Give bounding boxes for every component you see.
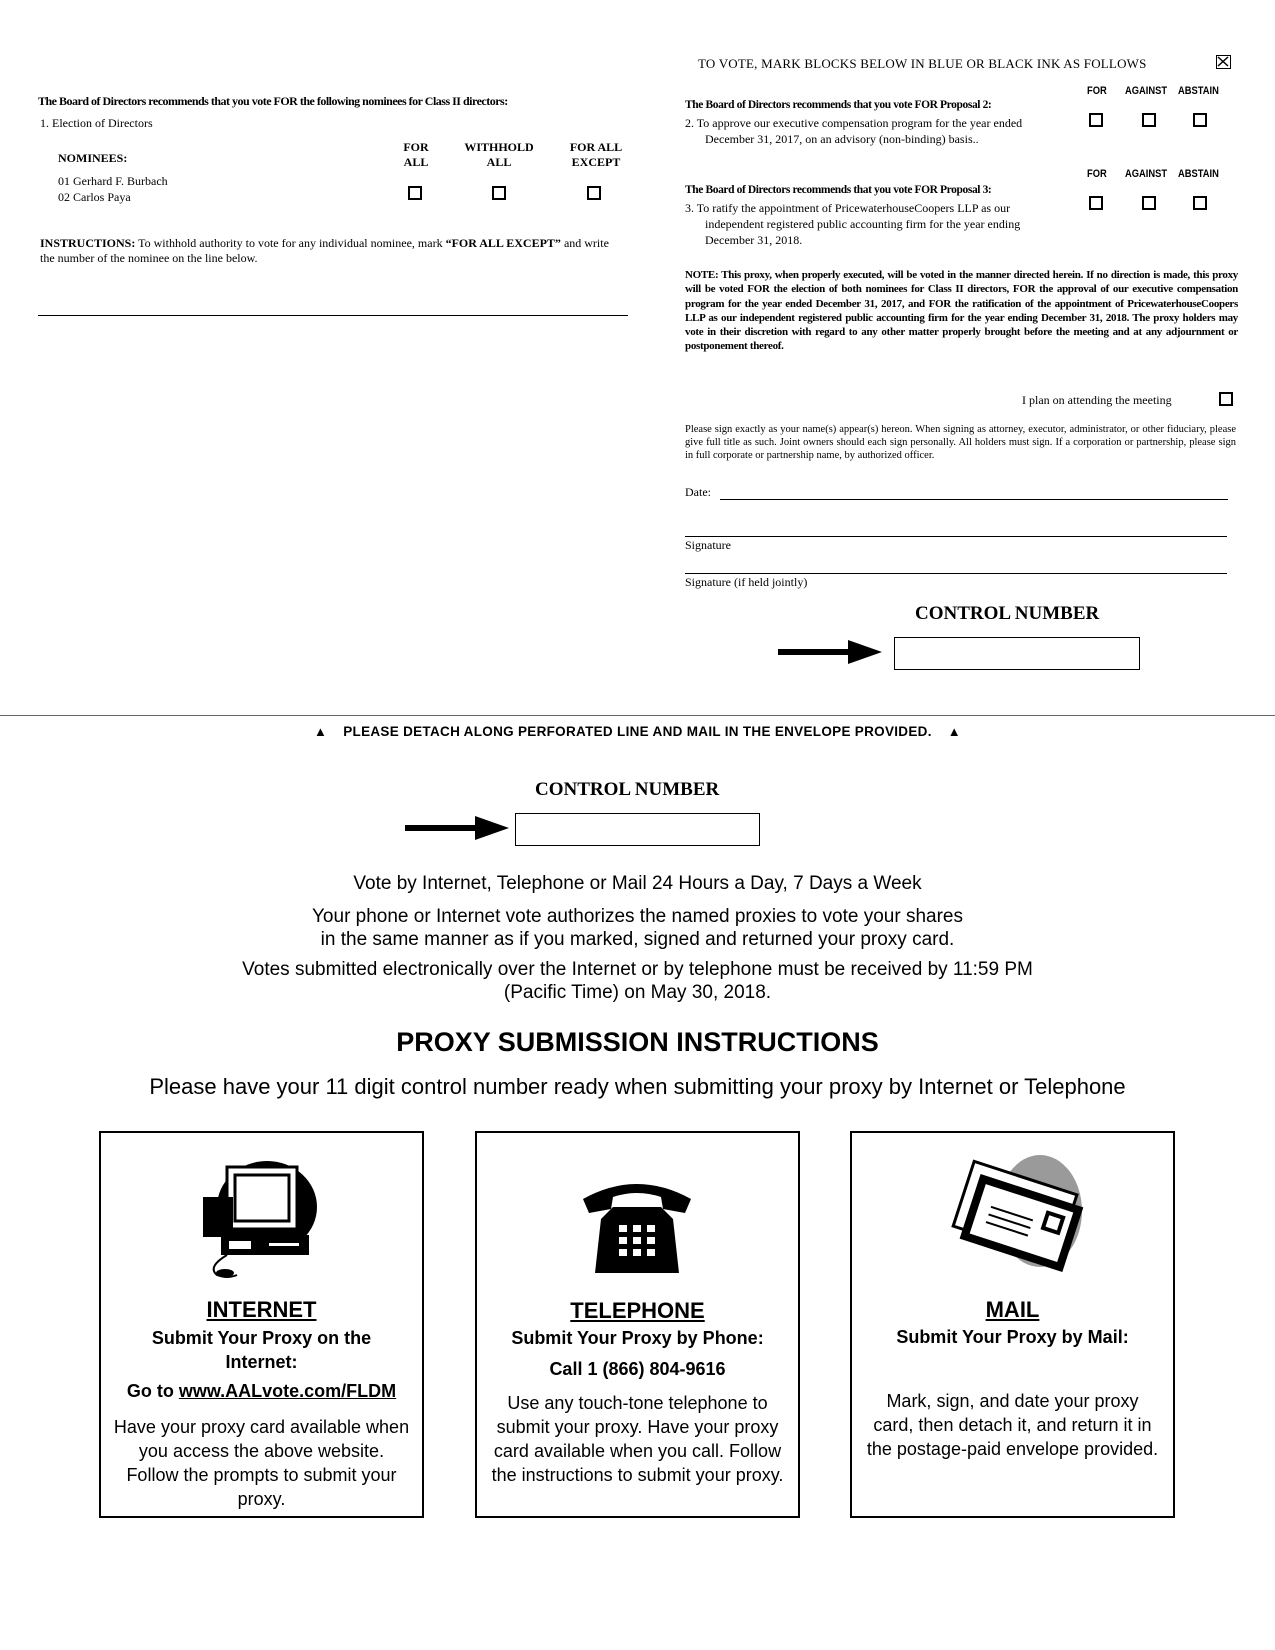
joint-signature-label: Signature (if held jointly) <box>685 575 808 589</box>
voting-website-link[interactable]: www.AALvote.com/FLDM <box>178 1381 397 1401</box>
date-label: Date: <box>685 485 711 499</box>
internet-goto: Go to www.AALvote.com/FLDM <box>126 1381 397 1401</box>
telephone-number[interactable]: Call 1 (866) 804-9616 <box>549 1359 726 1379</box>
top-control-arrow-icon <box>778 640 882 669</box>
date-line[interactable] <box>720 499 1228 500</box>
top-control-number-label: CONTROL NUMBER <box>915 603 1100 624</box>
proposal-3-recommendation: The Board of Directors recommends that you vote FOR Proposal 3: <box>685 184 992 196</box>
nominee-exception-line[interactable] <box>38 315 628 316</box>
header-against-2: AGAINST <box>1125 168 1168 180</box>
withhold-instructions: INSTRUCTIONS: To withhold authority to vote for any individual nominee, mark “FOR ALL EXCEPT” and write the number of the nominee on the line below. <box>40 236 609 265</box>
joint-signature-line[interactable] <box>685 573 1227 574</box>
telephone-option-box <box>475 1131 800 1518</box>
bottom-control-number-box <box>515 813 760 846</box>
telephone-title: TELEPHONE <box>570 1298 705 1323</box>
telephone-subtitle: Submit Your Proxy by Phone: <box>511 1328 764 1348</box>
deadline-text: Votes submitted electronically over the Internet or by telephone must be received by 11:59 PM (Pacific Time) on May 30, 2018. <box>242 959 1033 1003</box>
header-abstain-2: ABSTAIN <box>1178 168 1219 180</box>
proposal-2-against-checkbox[interactable] <box>1142 113 1156 127</box>
control-number-reminder: Please have your 11 digit control number ready when submitting your proxy by Internet or Telephone <box>149 1074 1126 1099</box>
for-all-checkbox[interactable] <box>408 186 422 200</box>
detach-instruction: ▲ PLEASE DETACH ALONG PERFORATED LINE AND MAIL IN THE ENVELOPE PROVIDED. ▲ <box>314 724 961 739</box>
header-abstain-1: ABSTAIN <box>1178 85 1219 97</box>
proposal-3-abstain-checkbox[interactable] <box>1193 196 1207 210</box>
proposal-2-text: 2. To approve our executive compensation program for the year ended December 31, 2017, on an advisory (non-binding) basis.. <box>685 116 1023 146</box>
col-withhold-all: WITHHOLD ALL <box>464 140 534 169</box>
nominee-2: 02 Carlos Paya <box>58 190 131 204</box>
telephone-body: Use any touch-tone telephone to submit your proxy. Have your proxy card available when you call. Follow the instructions to submit your proxy. <box>491 1393 784 1485</box>
triangle-up-icon: ▲ <box>314 724 328 739</box>
proposal-2-recommendation: The Board of Directors recommends that you vote FOR Proposal 2: <box>685 99 992 111</box>
mail-body: Mark, sign, and date your proxy card, then detach it, and return it in the postage-paid envelope provided. <box>866 1391 1159 1459</box>
bottom-control-number-label: CONTROL NUMBER <box>535 779 720 800</box>
mail-subtitle: Submit Your Proxy by Mail: <box>896 1327 1129 1347</box>
proxy-submission-heading: PROXY SUBMISSION INSTRUCTIONS <box>396 1027 879 1057</box>
proxy-note: NOTE: This proxy, when properly executed, will be voted in the manner directed herein. If no direction is made, this proxy will be voted FOR the election of both nominees for Class II directors, FOR the approval of our executive compensation program for the year ended December 31, 2017, and FOR the ratification of the appointment of PricewaterhouseCoopers LLP as our independent registered public accounting firm for the year ending December 31, 2018. The proxy holders may vote in their discretion with regard to any other matter properly brought before the meeting and at any adjournment or postponement thereof. <box>685 269 1238 353</box>
mail-option-box <box>850 1131 1175 1518</box>
computer-icon <box>197 1157 327 1287</box>
top-control-number-box <box>894 637 1140 670</box>
authorization-text: Your phone or Internet vote authorizes the named proxies to vote your shares in the same manner as if you marked, signed and returned your proxy card. <box>312 906 963 950</box>
attend-meeting-checkbox[interactable] <box>1219 392 1233 406</box>
internet-subtitle: Submit Your Proxy on the Internet: <box>151 1328 372 1372</box>
proposal-3-text: 3. To ratify the appointment of PricewaterhouseCoopers LLP as our independent registered public accounting firm for the year ending December 31, 2018. <box>685 201 1021 247</box>
marked-box-example-icon <box>1216 55 1231 69</box>
header-against-1: AGAINST <box>1125 85 1168 97</box>
bottom-control-arrow-icon <box>405 816 509 845</box>
telephone-icon <box>577 1169 697 1286</box>
proposal-2-for-checkbox[interactable] <box>1089 113 1103 127</box>
col-for-all: FOR ALL <box>403 140 429 169</box>
vote-instruction: TO VOTE, MARK BLOCKS BELOW IN BLUE OR BLACK INK AS FOLLOWS <box>698 56 1147 71</box>
internet-option-box <box>99 1131 424 1518</box>
envelope-icon <box>940 1153 1090 1288</box>
nominees-label: NOMINEES: <box>58 151 128 165</box>
class-ii-recommendation: The Board of Directors recommends that you vote FOR the following nominees for Class II directors: <box>38 94 508 108</box>
signature-label: Signature <box>685 538 731 552</box>
election-item: 1. Election of Directors <box>40 116 153 130</box>
signing-instructions: Please sign exactly as your name(s) appear(s) hereon. When signing as attorney, executor, administrator, or other fiduciary, please give full title as such. Joint owners should each sign personally. All holders must sign. If a corporation or partnership, please sign in full corporate or partnership name, by authorized officer. <box>685 424 1236 461</box>
mail-title: MAIL <box>985 1297 1040 1322</box>
proposal-2-abstain-checkbox[interactable] <box>1193 113 1207 127</box>
internet-title: INTERNET <box>206 1297 317 1322</box>
col-for-all-except: FOR ALL EXCEPT <box>569 140 623 169</box>
proposal-3-against-checkbox[interactable] <box>1142 196 1156 210</box>
for-all-except-checkbox[interactable] <box>587 186 601 200</box>
perforated-line <box>0 715 1275 716</box>
triangle-up-icon: ▲ <box>947 724 961 739</box>
signature-line[interactable] <box>685 536 1227 537</box>
proposal-3-for-checkbox[interactable] <box>1089 196 1103 210</box>
header-for-2: FOR <box>1087 168 1107 180</box>
attend-meeting-label: I plan on attending the meeting <box>1022 393 1172 407</box>
header-for-1: FOR <box>1087 85 1107 97</box>
withhold-all-checkbox[interactable] <box>492 186 506 200</box>
nominee-1: 01 Gerhard F. Burbach <box>58 174 168 188</box>
vote-availability: Vote by Internet, Telephone or Mail 24 Hours a Day, 7 Days a Week <box>353 873 922 894</box>
internet-body: Have your proxy card available when you access the above website. Follow the prompts to submit your proxy. <box>113 1417 410 1509</box>
